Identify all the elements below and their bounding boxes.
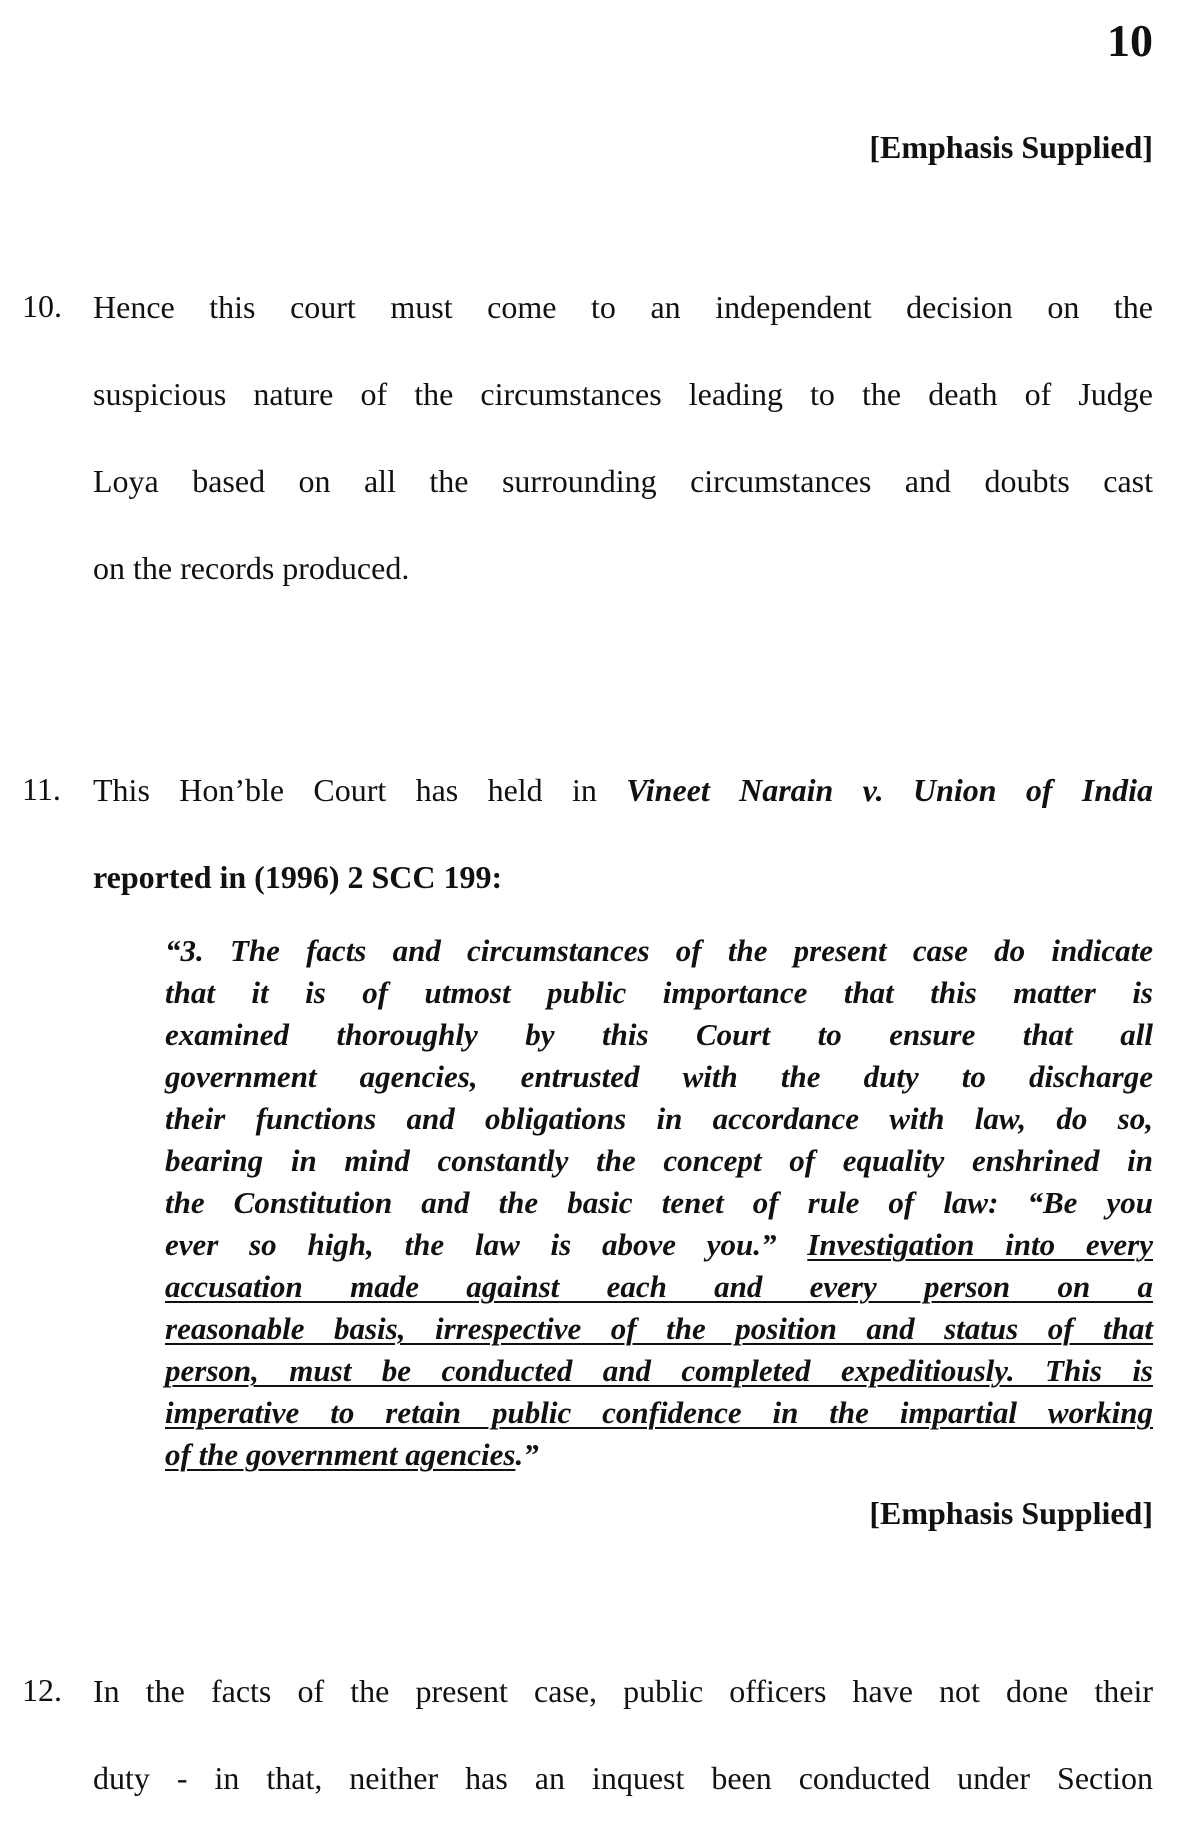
- underlined-emphasis: Investigation into every: [807, 1227, 1153, 1262]
- quote-line: “3. The facts and circumstances of the present case do indicate: [165, 933, 1153, 968]
- quote-line: examined thoroughly by this Court to ensure that all: [165, 1017, 1153, 1052]
- paragraph-body: [93, 747, 1153, 921]
- case-citation: reported in (1996) 2 SCC 199:: [93, 859, 503, 895]
- underlined-emphasis-line: imperative to retain public confidence in the impartial working: [165, 1395, 1153, 1430]
- quote-line: [165, 1224, 1153, 1266]
- paragraph-line: duty - in that, neither has an inquest been conducted under Section: [93, 1760, 1153, 1796]
- quote-line: bearing in mind constantly the concept of equality enshrined in: [165, 1143, 1153, 1178]
- emphasis-label-top: [Emphasis Supplied]: [869, 129, 1153, 165]
- page-number: 10: [1107, 15, 1153, 66]
- underlined-emphasis: of the government agencies: [165, 1437, 516, 1472]
- paragraph-line: suspicious nature of the circumstances leading to the death of Judge: [93, 376, 1153, 412]
- case-name: Vineet Narain v. Union of India: [626, 772, 1154, 808]
- paragraph-line: on the records produced.: [93, 550, 410, 586]
- emphasis-label-quote: [Emphasis Supplied]: [869, 1495, 1153, 1531]
- underlined-emphasis-line: reasonable basis, irrespective of the position and status of that: [165, 1311, 1153, 1346]
- quote-line: that it is of utmost public importance that this matter is: [165, 975, 1153, 1010]
- paragraph-line: In the facts of the present case, public officers have not done their: [93, 1673, 1153, 1709]
- quote-line: their functions and obligations in accordance with law, do so,: [165, 1101, 1153, 1136]
- quote-line: [165, 1434, 1153, 1476]
- paragraph-line: Loya based on all the surrounding circumstances and doubts cast: [93, 463, 1153, 499]
- quote-line: government agencies, entrusted with the duty to discharge: [165, 1059, 1153, 1094]
- quote-closing: .”: [515, 1437, 539, 1472]
- paragraph-12: [22, 1664, 1153, 1822]
- paragraph-body: [93, 1648, 1153, 1822]
- paragraph-line: [93, 747, 1153, 834]
- paragraph-body: [93, 264, 1153, 612]
- paragraph-number: 12.: [22, 1672, 62, 1708]
- case-intro-text: This Hon’ble Court has held in: [93, 772, 597, 808]
- underlined-emphasis-line: person, must be conducted and completed expeditiously. This is: [165, 1353, 1153, 1388]
- paragraph-number: 10.: [22, 288, 62, 324]
- underlined-emphasis-line: accusation made against each and every person on a: [165, 1269, 1153, 1304]
- block-quote: [165, 930, 1153, 1476]
- quote-text: ever so high, the law is above you.”: [165, 1227, 808, 1262]
- paragraph-line: Hence this court must come to an independent decision on the: [93, 289, 1153, 325]
- paragraph-number: 11.: [22, 771, 61, 807]
- paragraph-11: [22, 763, 1153, 921]
- quote-line: the Constitution and the basic tenet of rule of law: “Be you: [165, 1185, 1153, 1220]
- paragraph-10: [22, 280, 1153, 612]
